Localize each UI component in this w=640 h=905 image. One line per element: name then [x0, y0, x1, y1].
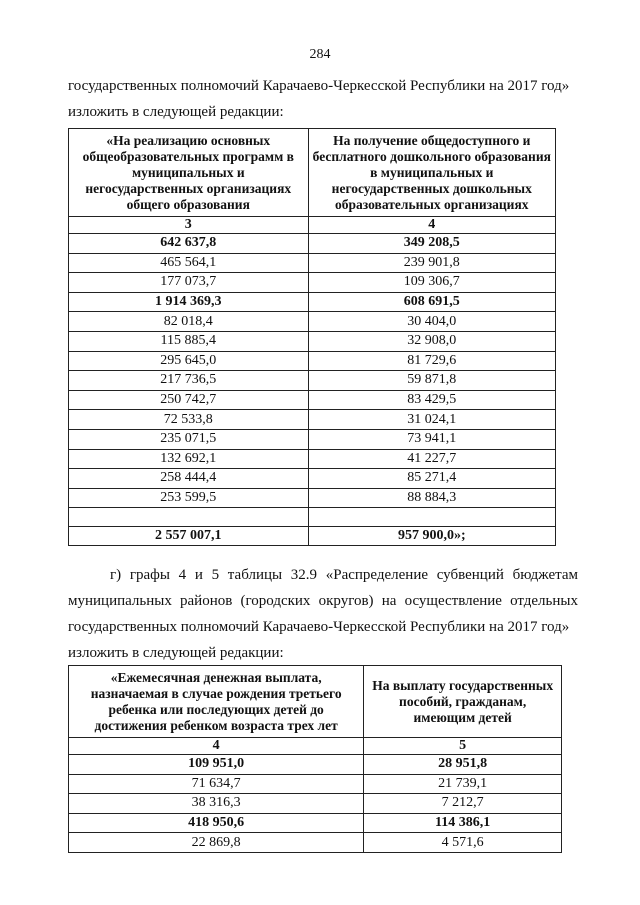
table-row	[69, 488, 556, 508]
section-g-line-1: г) графы 4 и 5 таблицы 32.9 «Распределение субвенций бюджетам	[110, 567, 578, 583]
table1-cell: 83 429,5	[308, 390, 555, 410]
table-row	[69, 429, 556, 449]
table1-colnum-3: 3	[69, 217, 309, 234]
table1-cell: 30 404,0	[308, 312, 555, 332]
table1-header-col3: «На реализацию основных общеобразовательных программ в муниципальных и негосударственных организациях общего образования	[69, 129, 309, 217]
table1-cell: 1 914 369,3	[69, 292, 309, 312]
table-row	[69, 794, 562, 814]
table2-cell: 418 950,6	[69, 813, 364, 833]
table2-cell: 7 212,7	[364, 794, 562, 814]
table1-cell: 349 208,5	[308, 234, 555, 254]
table2-cell: 28 951,8	[364, 755, 562, 775]
table2-cell: 109 951,0	[69, 755, 364, 775]
page-number: 284	[309, 47, 331, 62]
table2-cell: 4 571,6	[364, 833, 562, 853]
table1-cell: 115 885,4	[69, 331, 309, 351]
section-g-line-3: государственных полномочий Карачаево-Черкесской Республики на 2017 год»	[68, 619, 570, 635]
table2-cell: 21 739,1	[364, 774, 562, 794]
table1-cell: 41 227,7	[308, 449, 555, 469]
table1-cell: 109 306,7	[308, 273, 555, 293]
table1-total-row	[69, 527, 556, 546]
table1-total-col3: 2 557 007,1	[69, 527, 309, 546]
table2-header-col4: «Ежемесячная денежная выплата, назначаемая в случае рождения третьего ребенка или последующих детей до достижения ребенком возраста трех лет	[69, 666, 364, 738]
table1-cell: 253 599,5	[69, 488, 309, 508]
table-row	[69, 331, 556, 351]
table2-colnum-5: 5	[364, 738, 562, 755]
intro-line-1: государственных полномочий Карачаево-Черкесской Республики на 2017 год»	[68, 78, 570, 94]
table1-cell: 82 018,4	[69, 312, 309, 332]
table2-cell: 71 634,7	[69, 774, 364, 794]
table1-cell: 642 637,8	[69, 234, 309, 254]
table1-cell: 73 941,1	[308, 429, 555, 449]
table-row-empty	[69, 508, 556, 527]
table1-cell: 88 884,3	[308, 488, 555, 508]
table1-cell: 31 024,1	[308, 410, 555, 430]
table1-cell: 177 073,7	[69, 273, 309, 293]
table1-header-col4: На получение общедоступного и бесплатного дошкольного образования в муниципальных и негосударственных дошкольных образовательных организациях	[308, 129, 555, 217]
table-row	[69, 774, 562, 794]
table1-cell: 132 692,1	[69, 449, 309, 469]
table-row	[69, 410, 556, 430]
table-row	[69, 234, 556, 254]
table1-cell: 250 742,7	[69, 390, 309, 410]
table-2	[68, 665, 562, 853]
table-1	[68, 128, 556, 546]
table-row	[69, 351, 556, 371]
table-row	[69, 273, 556, 293]
section-g-line-2: муниципальных районов (городских округов) на осуществление отдельных	[68, 593, 578, 609]
table-row	[69, 312, 556, 332]
table1-cell: 295 645,0	[69, 351, 309, 371]
table1-cell: 217 736,5	[69, 371, 309, 391]
table-row	[69, 813, 562, 833]
table-row	[69, 371, 556, 391]
table2-cell: 38 316,3	[69, 794, 364, 814]
table2-colnum-4: 4	[69, 738, 364, 755]
table1-cell: 32 908,0	[308, 331, 555, 351]
table1-cell: 81 729,6	[308, 351, 555, 371]
section-g-line-4: изложить в следующей редакции:	[68, 645, 284, 661]
table1-total-col4: 957 900,0»;	[308, 527, 555, 546]
table1-empty-cell	[69, 508, 309, 527]
table1-empty-cell	[308, 508, 555, 527]
table1-cell: 465 564,1	[69, 253, 309, 273]
table-row	[69, 755, 562, 775]
table-row	[69, 292, 556, 312]
table1-cell: 85 271,4	[308, 469, 555, 489]
intro-line-2: изложить в следующей редакции:	[68, 104, 284, 120]
table-row	[69, 449, 556, 469]
table2-header-col5: На выплату государственных пособий, гражданам, имеющим детей	[364, 666, 562, 738]
section-g-paragraph	[68, 562, 578, 666]
table-row	[69, 253, 556, 273]
table-row	[69, 833, 562, 853]
table1-cell: 258 444,4	[69, 469, 309, 489]
table1-cell: 235 071,5	[69, 429, 309, 449]
table1-cell: 239 901,8	[308, 253, 555, 273]
intro-paragraph	[68, 73, 578, 125]
table2-cell: 114 386,1	[364, 813, 562, 833]
table1-cell: 72 533,8	[69, 410, 309, 430]
table-row	[69, 469, 556, 489]
table2-cell: 22 869,8	[69, 833, 364, 853]
table-row	[69, 390, 556, 410]
table1-cell: 59 871,8	[308, 371, 555, 391]
table1-colnum-4: 4	[308, 217, 555, 234]
table1-cell: 608 691,5	[308, 292, 555, 312]
